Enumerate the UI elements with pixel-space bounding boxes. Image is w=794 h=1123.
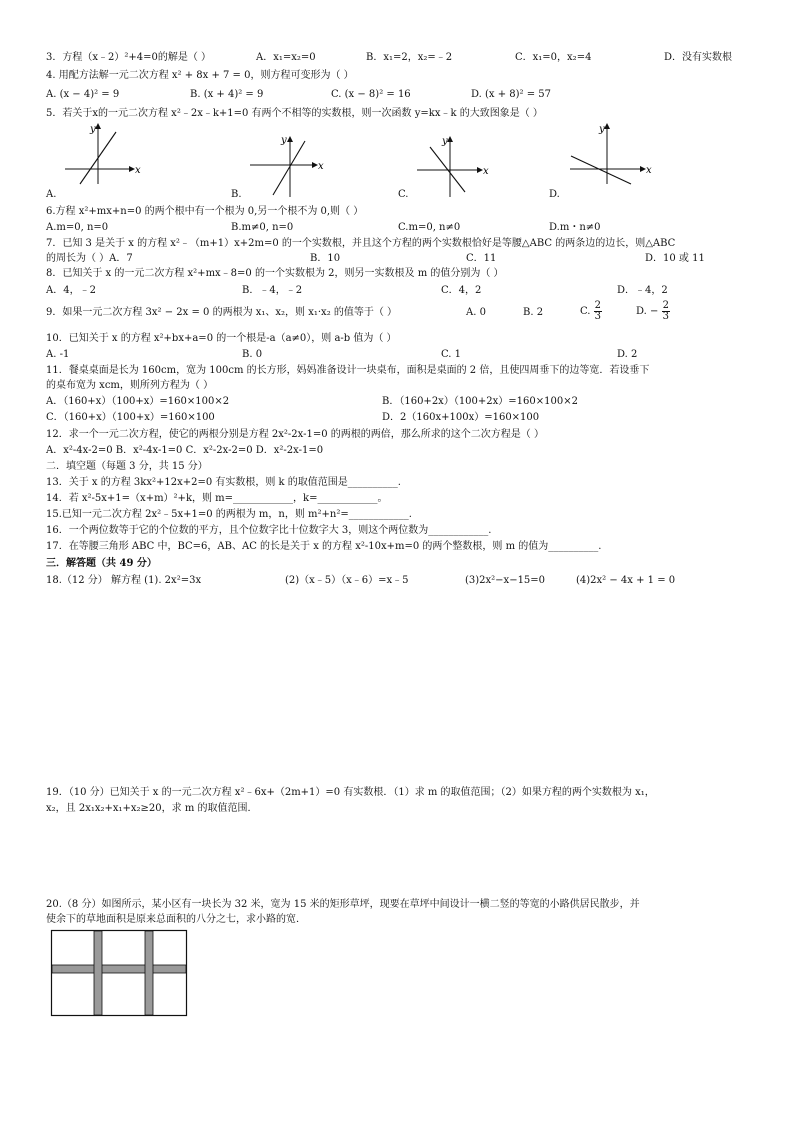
q10-option-d: D. 2 <box>617 349 638 360</box>
q6-stem: 6.方程 x²+mx+n=0 的两个根中有一个根为 0,另一个根不为 0,则（ ） <box>46 206 364 217</box>
q11-line1: 11．餐桌桌面是长为 160cm，宽为 100cm 的长方形，妈妈准备设计一块桌布，面积是桌面的 2 倍，且使四周垂下的边等宽．若设垂下 <box>46 365 650 376</box>
q5-graph-d <box>565 122 655 187</box>
q9-c-den: 3 <box>594 311 602 322</box>
q5-d-axis-y: y <box>599 124 605 135</box>
q5-graph-b <box>245 135 330 200</box>
q19-line1: 19．（10 分）已知关于 x 的一元二次方程 x²﹣6x+（2m+1）=0 有实数根．（1）求 m 的取值范围；（2）如果方程的两个实数根为 x₁， <box>46 787 655 798</box>
q5-label-d: D. <box>549 189 560 200</box>
q5-label-a: A. <box>46 189 57 200</box>
q8-option-a: A．4，﹣2 <box>46 285 96 296</box>
q20-vertical-path-left <box>94 931 102 1015</box>
q11-option-c: C．（160+x）（100+x）=160×100 <box>46 412 215 423</box>
q6-option-c: C.m=0, n≠0 <box>398 222 461 233</box>
q7-option-c: C．11 <box>466 253 497 264</box>
q10-stem: 10．已知关于 x 的方程 x²+bx+a=0 的一个根是-a（a≠0），则 a-b 值为（ ） <box>46 333 397 344</box>
q5-b-axis-y: y <box>281 135 287 146</box>
q5-stem: 5．若关于x的一元二次方程 x²﹣2x﹣k+1=0 有两个不相等的实数根，则一次函数 y=kx﹣k 的大致图象是（ ） <box>46 108 543 119</box>
q8-option-b: B．﹣4，﹣2 <box>242 285 303 296</box>
section-2-heading: 二．填空题（每题 3 分，共 15 分） <box>46 461 208 472</box>
q9-d-num: 2 <box>662 300 669 311</box>
q3-option-d: D．没有实数根 <box>664 52 733 63</box>
q20-line2: 使余下的草地面积是原来总面积的八分之七，求小路的宽． <box>46 914 306 925</box>
q5-graph-c <box>412 135 497 200</box>
q12-options: A．x²-4x-2=0 B．x²-4x-1=0 C．x²-2x-2=0 D．x²-2x-1=0 <box>46 445 324 456</box>
q19-line2: x₂，且 2x₁x₂+x₁+x₂≥20，求 m 的取值范围． <box>46 803 258 814</box>
q5-label-c: C. <box>398 189 409 200</box>
q20-line1: 20.（8 分）如图所示，某小区有一块长为 32 米，宽为 15 米的矩形草坪，现要在草坪中间设计一横二竖的等宽的小路供居民散步，并 <box>46 899 640 910</box>
q11-option-b: B．（160+2x）（100+2x）=160×100×2 <box>382 396 578 407</box>
q4-option-a: A. (x − 4)² = 9 <box>46 89 120 100</box>
q11-option-a: A．（160+x）（100+x）=160×100×2 <box>46 396 230 407</box>
q18-part1: 18.（12 分） 解方程 (1). 2x²=3x <box>46 575 202 586</box>
q10-option-b: B. 0 <box>242 349 263 360</box>
q5-label-b: B. <box>231 189 242 200</box>
q9-c-num: 2 <box>594 300 602 311</box>
q6-option-d: D.m・n≠0 <box>549 222 601 233</box>
q13: 13．关于 x 的方程 3kx²+12x+2=0 有实数根，则 k 的取值范围是__________. <box>46 477 401 488</box>
q6-option-b: B.m≠0, n=0 <box>231 222 294 233</box>
q10-option-a: A. -1 <box>46 349 70 360</box>
q18-part4: (4)2x² − 4x + 1 = 0 <box>576 575 676 586</box>
q8-stem: 8．已知关于 x 的一元二次方程 x²+mx﹣8=0 的一个实数根为 2，则另一实数根及 m 的值分别为（ ） <box>46 268 504 279</box>
q20-vertical-path-right <box>145 931 153 1015</box>
q16: 16．一个两位数等于它的个位数的平方，且个位数字比十位数字大 3，则这个两位数为____________. <box>46 525 492 536</box>
q5-a-axis-x: x <box>135 165 141 176</box>
q14: 14．若 x²-5x+1=（x+m）²+k，则 m=____________，k=____________。 <box>46 493 388 504</box>
q3-stem: 3．方程（x﹣2）²+4=0的解是（ ） <box>46 52 212 63</box>
q4-option-c: C. (x − 8)² = 16 <box>331 89 411 100</box>
q18-part2: (2)（x﹣5）（x﹣6）=x﹣5 <box>285 575 409 586</box>
q8-option-c: C．4，2 <box>441 285 482 296</box>
q10-option-c: C. 1 <box>441 349 462 360</box>
q12-stem: 12．求一个一元二次方程，使它的两根分别是方程 2x²-2x-1=0 的两根的两倍，那么所求的这个二次方程是（ ） <box>46 429 544 440</box>
q5-graph-a <box>60 122 145 187</box>
q5-d-axis-x: x <box>646 165 652 176</box>
q8-option-d: D．﹣4，2 <box>617 285 668 296</box>
q9-stem: 9．如果一元二次方程 3x² − 2x = 0 的两根为 x₁、x₂，则 x₁·x₂ 的值等于（ ） <box>46 307 398 318</box>
q6-option-a: A.m=0, n=0 <box>46 222 109 233</box>
q3-option-b: B．x₁=2，x₂=﹣2 <box>366 52 453 63</box>
q9-option-b: B. 2 <box>523 307 544 318</box>
q9-option-c <box>580 301 602 323</box>
q4-option-b: B. (x + 4)² = 9 <box>190 89 264 100</box>
q3-option-c: C．x₁=0，x₂=4 <box>515 52 592 63</box>
q9-d-label: D. − <box>636 306 659 317</box>
q4-stem: 4. 用配方法解一元二次方程 x² + 8x + 7 = 0，则方程可变形为（ ） <box>46 70 354 81</box>
section-3-heading: 三．解答题（共 49 分） <box>46 558 157 569</box>
q9-option-d <box>636 301 670 323</box>
q5-b-axis-x: x <box>318 161 324 172</box>
q9-d-den: 3 <box>662 311 669 322</box>
q7-option-b: B．10 <box>310 253 341 264</box>
q20-horizontal-path <box>52 965 186 973</box>
q11-option-d: D．2（160x+100x）=160×100 <box>382 412 540 423</box>
q7-option-d: D．10 或 11 <box>645 253 705 264</box>
q15: 15.已知一元二次方程 2x²﹣5x+1=0 的两根为 m，n，则 m²+n²=____________. <box>46 509 412 520</box>
q17: 17．在等腰三角形 ABC 中，BC=6，AB、AC 的长是关于 x 的方程 x²-10x+m=0 的两个整数根，则 m 的值为__________. <box>46 541 602 552</box>
q11-line2: 的桌布宽为 xcm，则所列方程为（ ） <box>46 380 214 391</box>
q18-part3: (3)2x²−x−15=0 <box>465 575 546 586</box>
q20-lawn-figure <box>50 929 190 1019</box>
q5-c-axis-y: y <box>442 136 448 147</box>
q9-option-a: A. 0 <box>466 307 486 318</box>
q9-c-label: C. <box>580 306 591 317</box>
q7-line1: 7．已知 3 是关于 x 的方程 x²﹣（m+1）x+2m=0 的一个实数根，并且这个方程的两个实数根恰好是等腰△ABC 的两条边的边长，则△ABC <box>46 238 676 249</box>
q4-option-d: D. (x + 8)² = 57 <box>471 89 552 100</box>
q5-a-axis-y: y <box>90 124 96 135</box>
q3-option-a: A．x₁=x₂=0 <box>256 52 316 63</box>
q7-line2: 的周长为（ ）A．7 <box>46 253 133 264</box>
q5-c-axis-x: x <box>483 166 489 177</box>
